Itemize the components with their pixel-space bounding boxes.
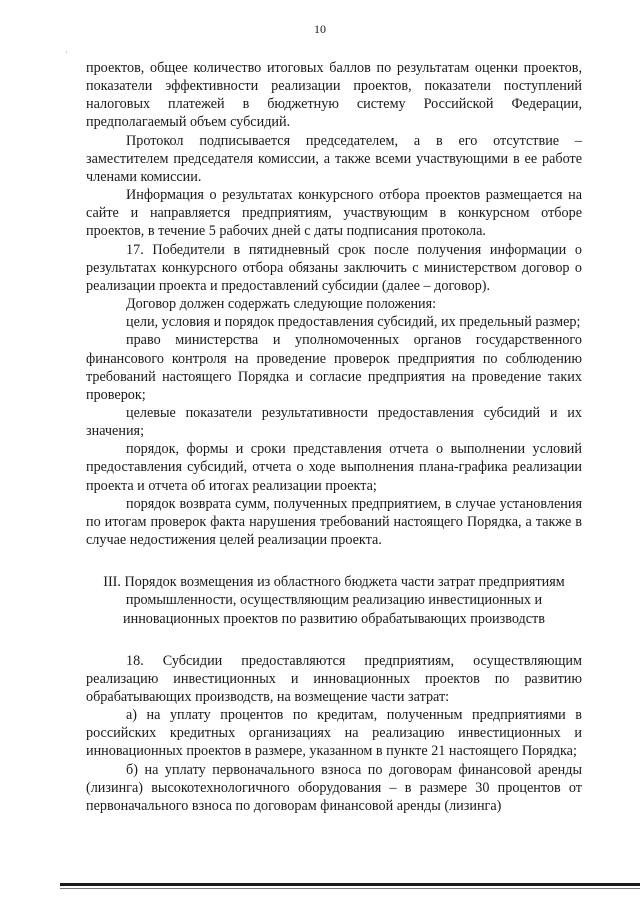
- paragraph: 17. Победители в пятидневный срок после получения информации о результатах конкурсного отбора обязаны заключить с министерством договор о реализации проекта и предоставлений субсидии (далее – договор).: [86, 241, 582, 294]
- paragraph: целевые показатели результативности предоставления субсидий и их значения;: [86, 404, 582, 440]
- paragraph: порядок возврата сумм, полученных предприятием, в случае установления по итогам проверок факта нарушения требований настоящего Порядка, а также в случае недостижения целей реализации проекта.: [86, 495, 582, 549]
- page-number: 10: [314, 22, 326, 36]
- paragraph: проектов, общее количество итоговых баллов по результатам оценки проектов, показатели эффективности реализации проектов, показатели поступлений налоговых платежей в бюджетную систему Российской Федерации, предполагаемый объем субсидий.: [86, 60, 582, 131]
- paragraph: б) на уплату первоначального взноса по договорам финансовой аренды (лизинга) высокотехнологичного оборудования – в размере 30 процентов от первоначального взноса по договорам финансовой аренды (лизинга): [86, 761, 582, 814]
- paragraph: цели, условия и порядок предоставления субсидий, их предельный размер;: [126, 314, 581, 331]
- paragraph: 18. Субсидии предоставляются предприятиям, осуществляющим реализацию инвестиционных и инновационных проектов по развитию обрабатывающих производств, на возмещение части затрат:: [86, 652, 582, 705]
- section-heading: III. Порядок возмещения из областного бюджета части затрат предприятиям промышленности, осуществляющим реализацию инвестиционных и инновационных проектов по развитию обрабатывающих производств: [103, 574, 565, 627]
- paragraph: Протокол подписывается председателем, а в его отсутствие – заместителем председателя комиссии, а также всеми участвующими в ее работе членами комиссии.: [86, 132, 582, 185]
- paragraph: Договор должен содержать следующие положения:: [126, 296, 437, 313]
- paragraph: порядок, формы и сроки представления отчета о выполнении условий предоставления субсидий, отчета о ходе выполнения плана-графика реализации проекта и отчета об итогах реализации проекта;: [86, 441, 582, 494]
- document-body: [86, 59, 582, 815]
- scan-mark: ': [66, 50, 68, 59]
- paragraph: право министерства и уполномоченных органов государственного финансового контроля на проведение проверок предприятия по соблюдению требований настоящего Порядка и согласие предприятия на проведение таких проверок;: [86, 332, 582, 403]
- scan-edge-line: [60, 883, 640, 886]
- paragraph: Информация о результатах конкурсного отбора проектов размещается на сайте и направляется предприятиям, участвующим в конкурсном отборе проектов, в течение 5 рабочих дней с даты подписания протокола.: [86, 187, 582, 240]
- paragraph: а) на уплату процентов по кредитам, полученным предприятиями в российских кредитных организациях на реализацию инвестиционных и инновационных проектов в размере, указанном в пункте 21 настоящего Порядка;: [86, 707, 582, 760]
- scan-edge-line: [60, 888, 640, 889]
